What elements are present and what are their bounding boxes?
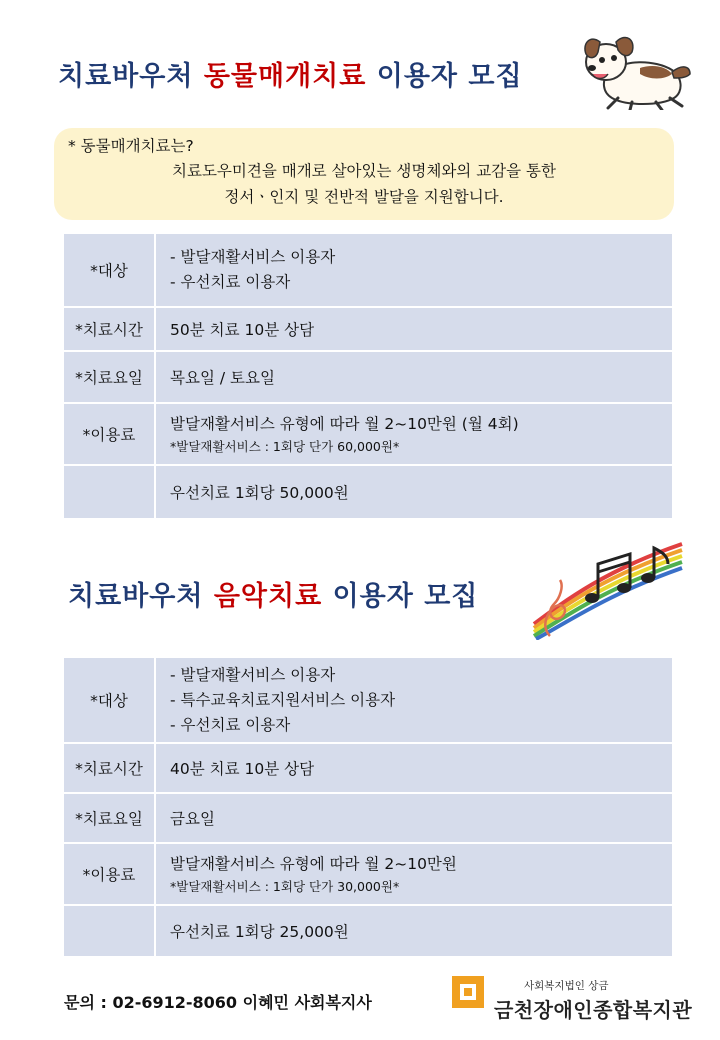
intro-question: * 동물매개치료는? [68, 137, 194, 155]
target-line: - 우선치료 이용자 [170, 273, 291, 291]
empty-label [63, 905, 155, 957]
table-row [63, 905, 673, 957]
table-row [63, 793, 673, 843]
section2-title-highlight: 음악치료 [213, 581, 323, 612]
day-label: *치료요일 [63, 793, 155, 843]
section2-title-prefix: 치료바우처 [68, 581, 204, 612]
table-row [63, 657, 673, 743]
contact-info: 문의 : 02-6912-8060 이혜민 사회복지사 [64, 993, 372, 1012]
time-value: 50분 치료 10분 상담 [155, 307, 673, 351]
priority-fee-value: 우선치료 1회당 50,000원 [155, 465, 673, 519]
section1-title [58, 54, 523, 93]
target-label: *대상 [63, 657, 155, 743]
time-label: *치료시간 [63, 743, 155, 793]
fee-label: *이용료 [63, 843, 155, 905]
org-logo-icon [452, 976, 484, 1008]
target-line: - 발달재활서비스 이용자 [170, 248, 336, 266]
target-line: - 특수교육치료지원서비스 이용자 [170, 690, 396, 709]
org-name: 금천장애인종합복지관 [494, 998, 693, 1022]
time-label: *치료시간 [63, 307, 155, 351]
priority-fee-value: 우선치료 1회당 25,000원 [155, 905, 673, 957]
fee-line: 발달재활서비스 유형에 따라 월 2~10만원 (월 4회) [170, 414, 519, 433]
fee-value [155, 843, 673, 905]
music-therapy-table [62, 656, 674, 958]
music-notes-illustration [526, 540, 690, 640]
section2-title-suffix: 이용자 모집 [332, 581, 479, 612]
intro-description-line1: 치료도우미견을 매개로 살아있는 생명체와의 교감을 통한 [172, 162, 556, 180]
section2-title [68, 574, 478, 613]
section1-title-highlight: 동물매개치료 [203, 61, 367, 92]
target-label: *대상 [63, 233, 155, 307]
target-line: - 발달재활서비스 이용자 [170, 665, 336, 684]
table-row [63, 403, 673, 465]
table-row [63, 233, 673, 307]
day-label: *치료요일 [63, 351, 155, 403]
fee-note: *발달재활서비스 : 1회당 단가 60,000원* [170, 438, 400, 454]
table-row [63, 465, 673, 519]
table-row [63, 743, 673, 793]
intro-description-line2: 정서ㆍ인지 및 전반적 발달을 지원합니다. [224, 188, 504, 206]
fee-line: 발달재활서비스 유형에 따라 월 2~10만원 [170, 854, 457, 873]
time-value: 40분 치료 10분 상담 [155, 743, 673, 793]
target-value [155, 657, 673, 743]
target-line: - 우선치료 이용자 [170, 715, 291, 734]
org-subtitle: 사회복지법인 상금 [524, 980, 609, 992]
animal-therapy-table [62, 232, 674, 520]
table-row [63, 307, 673, 351]
section1-title-prefix: 치료바우처 [58, 61, 194, 92]
fee-value [155, 403, 673, 465]
table-row [63, 843, 673, 905]
fee-note: *발달재활서비스 : 1회당 단가 30,000원* [170, 878, 400, 894]
table-row [63, 351, 673, 403]
fee-label: *이용료 [63, 403, 155, 465]
target-value [155, 233, 673, 307]
intro-box [54, 128, 674, 220]
day-value: 목요일 / 토요일 [155, 351, 673, 403]
day-value: 금요일 [155, 793, 673, 843]
empty-label [63, 465, 155, 519]
section1-title-suffix: 이용자 모집 [376, 61, 523, 92]
dog-illustration [578, 28, 694, 110]
